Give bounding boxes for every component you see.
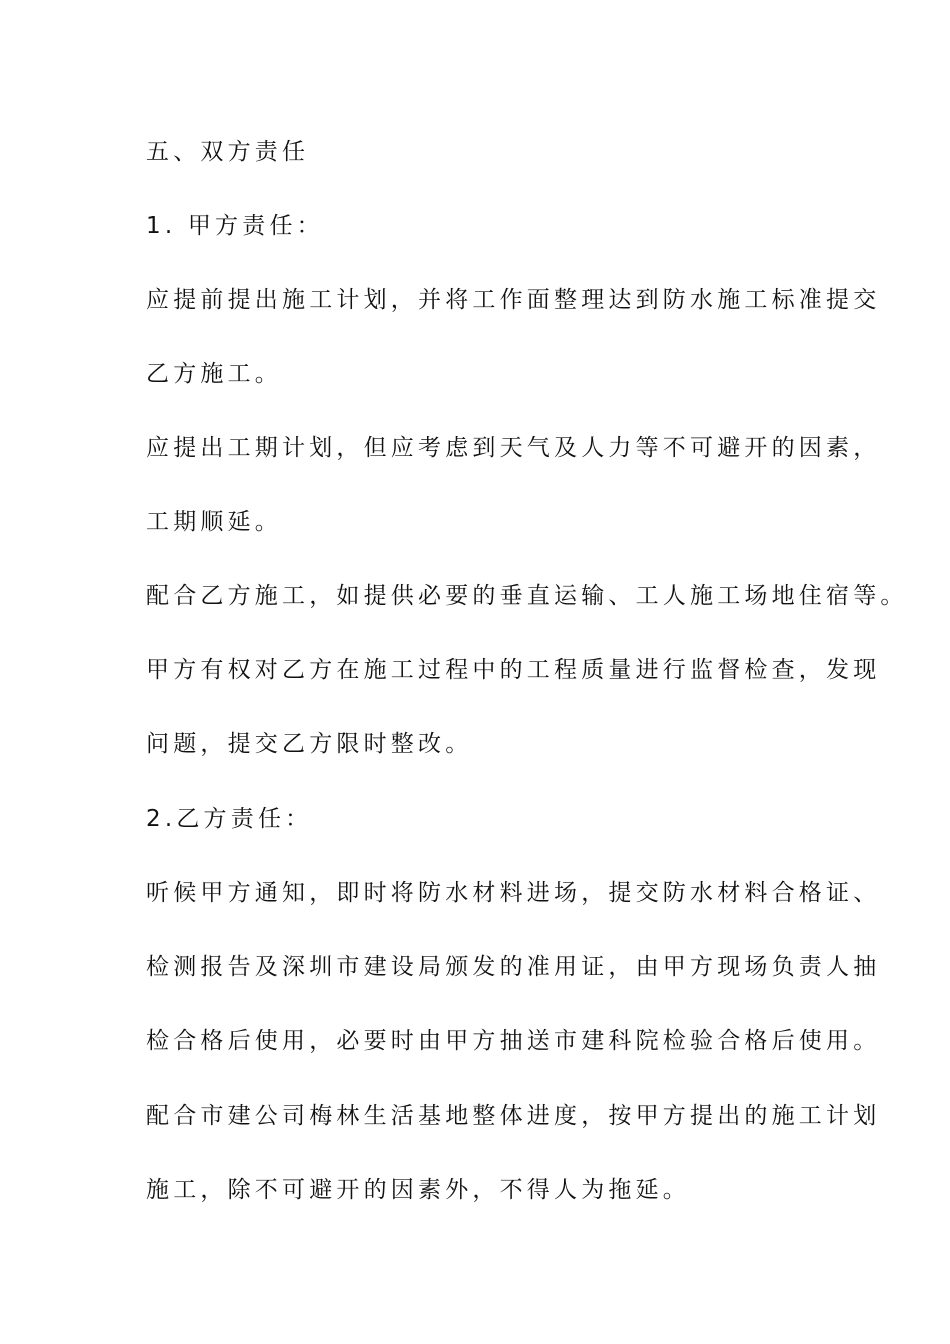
paragraph-line: 听候甲方通知，即时将防水材料进场，提交防水材料合格证、: [146, 880, 881, 906]
paragraph-line: 检测报告及深圳市建设局颁发的准用证，由甲方现场负责人抽: [146, 954, 881, 980]
paragraph-line: 配合市建公司梅林生活基地整体进度，按甲方提出的施工计划: [146, 1103, 881, 1129]
paragraph-line: 乙方施工。: [146, 361, 282, 387]
subheading-party-b: 2.乙方责任：: [146, 806, 313, 832]
paragraph-line: 配合乙方施工，如提供必要的垂直运输、工人施工场地住宿等。: [146, 583, 908, 609]
paragraph-line: 施工，除不可避开的因素外，不得人为拖延。: [146, 1177, 690, 1203]
paragraph-line: 应提出工期计划，但应考虑到天气及人力等不可避开的因素，: [146, 435, 881, 461]
paragraph-line: 应提前提出施工计划，并将工作面整理达到防水施工标准提交: [146, 287, 881, 313]
paragraph-line: 问题，提交乙方限时整改。: [146, 731, 473, 757]
paragraph-line: 检合格后使用，必要时由甲方抽送市建科院检验合格后使用。: [146, 1028, 881, 1054]
paragraph-line: 甲方有权对乙方在施工过程中的工程质量进行监督检查，发现: [146, 657, 881, 683]
section-heading: 五、双方责任: [146, 139, 310, 165]
paragraph-line: 工期顺延。: [146, 509, 282, 535]
subheading-party-a: 1. 甲方责任：: [146, 213, 324, 239]
